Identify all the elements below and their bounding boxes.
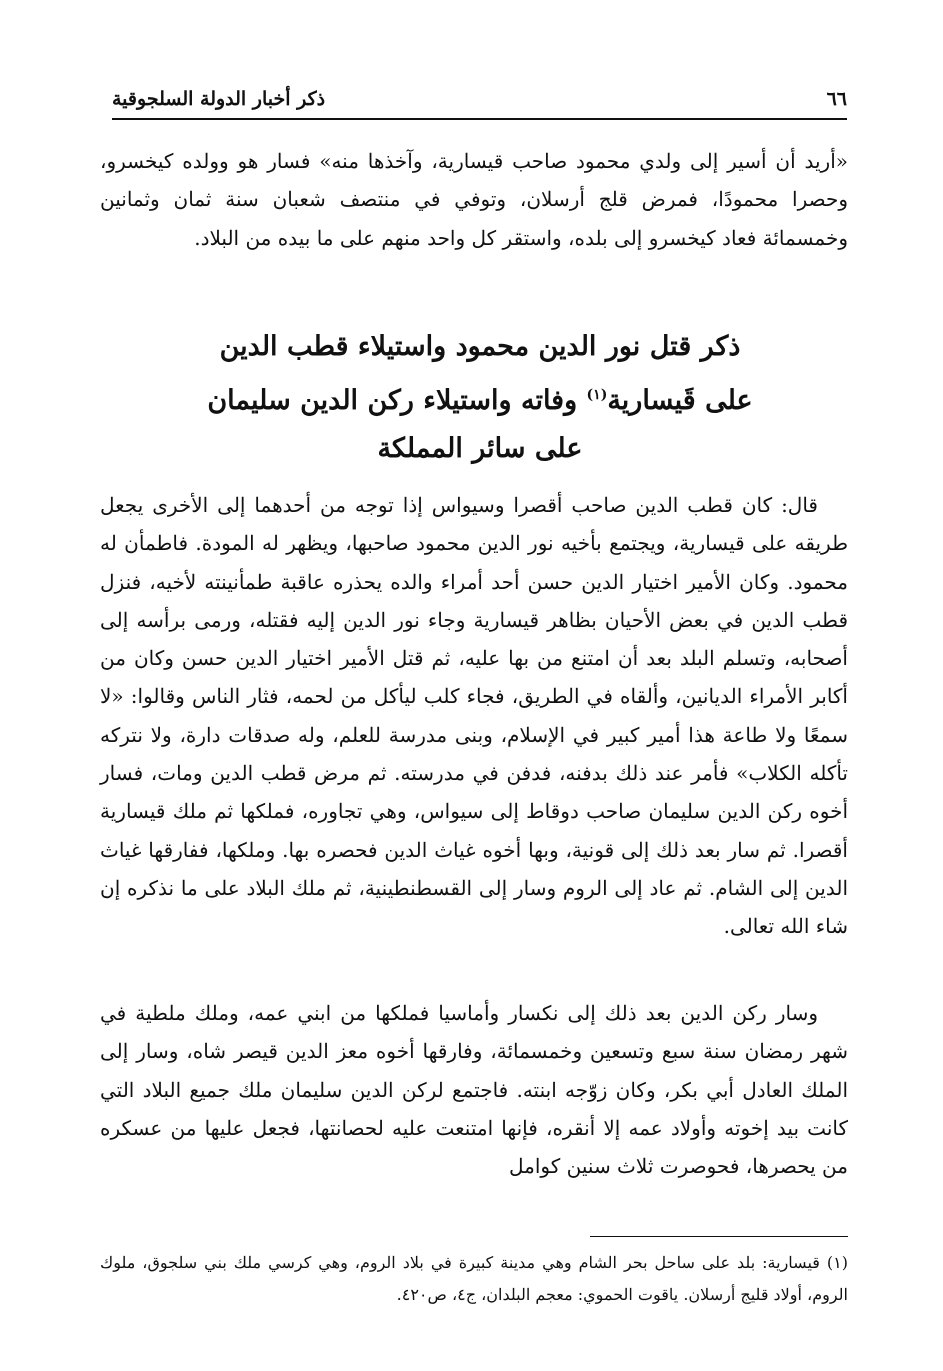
paragraph-3: وسار ركن الدين بعد ذلك إلى نكسار وأماسيا فملكها من ابني عمه، وملك ملطية في شهر رمضان سنة سبع وتسعين وخمسمائة، وفارقها أخوه معز الدين قيصر شاه، وسار إلى الملك العادل أبي بكر، وكان زوّجه ابنته. فاجتمع لركن الدين سليمان ملك جميع البلاد التي كانت بيد إخوته وأولاد عمه إلا أنقره، فإنها امتنعت عليه لحصانتها، فجعل عليها من عسكره من يحصرها، فحوصرت ثلاث سنين كوامل [100, 1001, 848, 1179]
footnote [100, 1247, 848, 1311]
paragraph-1: «أريد أن أسير إلى ولدي محمود صاحب قيسارية، وآخذها منه» فسار هو وولده كيخسرو، وحصرا محمودًا، فمرض قلج أرسلان، وتوفي في منتصف شعبان سنة ثمان وثمانين وخمسمائة فعاد كيخسرو إلى بلده، واستقر كل واحد منهم على ما بيده من البلاد. [100, 149, 848, 250]
footnote-text: قيسارية: بلد على ساحل بحر الشام وهي مدينة كبيرة في بلاد الروم، وهي كرسي ملك بني سلجوق، ملوك الروم، أولاد قليج أرسلان. ياقوت الحموي: معجم البلدان، ج٤، ص٤٢٠. [100, 1253, 848, 1304]
page-number: ٦٦ [826, 88, 847, 110]
section-heading [160, 323, 800, 473]
paragraph-2: قال: كان قطب الدين صاحب أقصرا وسيواس إذا توجه من أحدهما إلى الأخرى يجعل طريقه على قيسارية، ويجتمع بأخيه نور الدين محمود صاحبها، ويظهر له المودة. فاطمأن له محمود. وكان الأمير اختيار الدين حسن أحد أمراء والده يحذره عاقبة طمأنينته لأخيه، فنزل قطب الدين في بعض الأحيان بظاهر قيسارية وجاء نور الدين إليه فقتله، ورمى برأسه إلى أصحابه، وتسلم البلد بعد أن امتنع من بها عليه، ثم قتل الأمير اختيار الدين حسن وكان من أكابر الأمراء الديانين، وألقاه في الطريق، فجاء كلب ليأكل من لحمه، فثار الناس وقالوا: «لا سمعًا ولا طاعة هذا أمير كبير في الإسلام، وبنى مدرسة للعلم، وله صدقات دارة، ولا نتركه تأكله الكلاب» فأمر عند ذلك بدفنه، فدفن في مدرسته. ثم مرض قطب الدين ومات، فسار أخوه ركن الدين سليمان صاحب دوقاط إلى سيواس، وهي تجاوره، فملكها ثم ملك قيسارية أقصرا. ثم سار بعد ذلك إلى قونية، وبها أخوه غياث الدين فحصره بها. وملكها، ففارقها غياث الدين إلى الشام. ثم عاد إلى الروم وسار إلى القسطنطينية، ثم ملك البلاد على ما نذكره إن شاء الله تعالى. [100, 493, 848, 939]
heading-line-2-end: وفاته واستيلاء ركن الدين سليمان [207, 385, 587, 416]
footnote-marker: (١) [826, 1253, 848, 1272]
running-head [112, 84, 847, 114]
header-divider [112, 118, 847, 120]
heading-line-2-start: على قَيسارية [607, 385, 753, 416]
footnote-divider [590, 1236, 848, 1237]
running-title: ذكر أخبار الدولة السلجوقية [112, 88, 326, 110]
heading-line-1: ذكر قتل نور الدين محمود واستيلاء قطب الدين [219, 331, 741, 362]
heading-line-3: على سائر المملكة [377, 433, 583, 464]
footnote-reference[interactable]: (١) [586, 387, 608, 403]
